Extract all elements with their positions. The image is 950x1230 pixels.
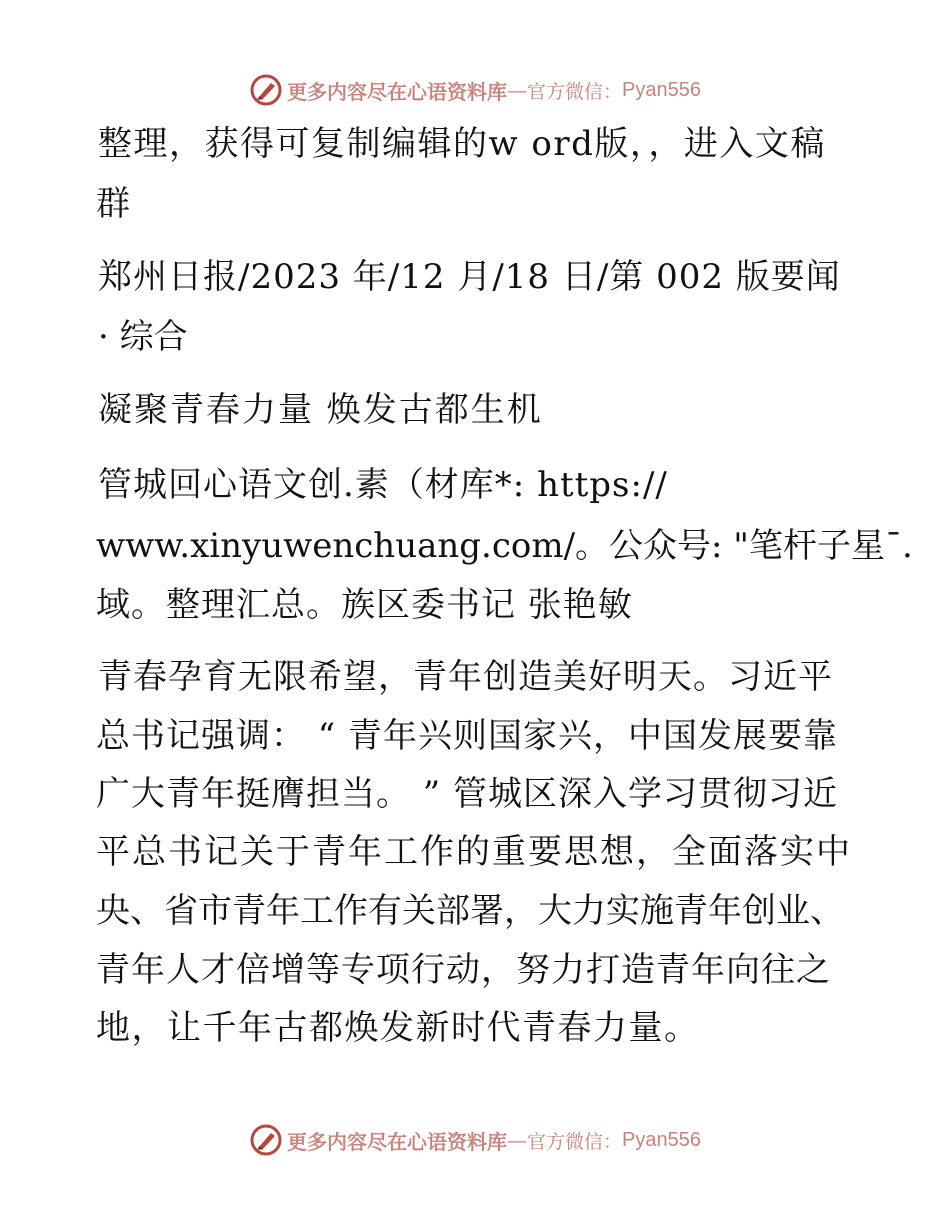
banner-separator: — xyxy=(507,1128,527,1152)
header-banner xyxy=(0,70,950,110)
byline-line-1: 管城回心语文创.素（材库*: https:// xyxy=(98,465,668,505)
body-line-2: 总书记强调： “ 青年兴则国家兴，中国发展要靠 xyxy=(96,716,838,756)
source-line-1: 郑州日报/2023 年/12 月/18 日/第 002 版要闻 xyxy=(98,257,841,297)
intro-line-1: 整理，获得可复制编辑的w ord版，，进入文稿 xyxy=(98,124,826,164)
article-title: 凝聚青春力量 焕发古都生机 xyxy=(98,390,543,430)
intro-line-2: 群 xyxy=(96,184,130,224)
wechat-label: 官方微信： xyxy=(527,80,623,103)
library-name: 更多内容尽在心语资料库 xyxy=(287,79,507,104)
wechat-label: 官方微信： xyxy=(527,1130,623,1153)
byline-line-3: 域。整理汇总。族区委书记 张艳敏 xyxy=(96,585,633,625)
footer-banner xyxy=(0,1120,950,1160)
pen-logo-icon xyxy=(249,1123,283,1157)
pen-logo-icon xyxy=(249,73,283,107)
library-name: 更多内容尽在心语资料库 xyxy=(287,1129,507,1154)
body-line-5: 央、省市青年工作有关部署，大力实施青年创业、 xyxy=(96,891,844,931)
body-line-1: 青春孕育无限希望，青年创造美好明天。习近平 xyxy=(98,657,833,697)
byline-line-2: www.xinyuwenchuang.com/。公众号: "笔杆子星¯. xyxy=(96,526,913,566)
body-line-6: 青年人才倍增等专项行动，努力打造青年向往之 xyxy=(96,950,831,990)
body-line-4: 平总书记关于青年工作的重要思想，全面落实中 xyxy=(96,832,852,872)
wechat-id: Pyan556 xyxy=(622,78,701,101)
banner-separator: — xyxy=(507,78,527,102)
body-line-7: 地，让千年古都焕发新时代青春力量。 xyxy=(96,1008,700,1048)
wechat-id: Pyan556 xyxy=(622,1128,701,1151)
source-line-2: · 综合 xyxy=(98,317,188,357)
body-line-3: 广大青年挺膺担当。 ” 管城区深入学习贯彻习近 xyxy=(96,774,838,814)
